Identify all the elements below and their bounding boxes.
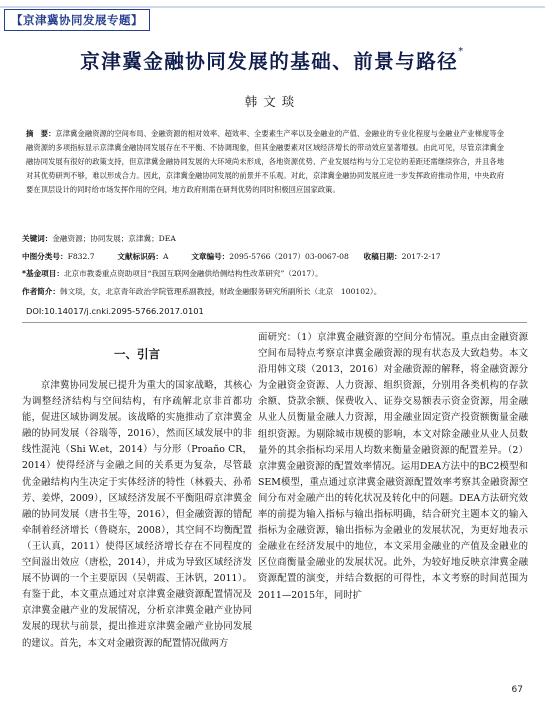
page-number: 67 — [511, 685, 523, 695]
abstract — [26, 127, 504, 197]
title-text: 京津冀金融协同发展的基础、前景与路径 — [80, 50, 459, 73]
doi: DOI:10.14017/j.cnki.2095-5766.2017.0101 — [26, 306, 204, 316]
author-info-value: 韩文琰，女，北京青年政治学院管理系副教授，财政金融服务研究所副所长（北京 100102）。 — [59, 287, 382, 296]
author-info-line — [22, 286, 381, 297]
body-paragraph: 京津冀协同发展已提升为重大的国家战略，其核心为调整经济结构与空间结构，有序疏解北京非首都功能，促进区域协调发展。该战略的实施推动了京津冀金融的协同发展（谷瑞等，2016），然而区域发展中的非线性混沌（Shi W.et，2014）与分形（Proaño CR，2014）使得经济与金融之间的关系更为复杂，尽管最优金融结构内生决定于实体经济的特性（林毅夫、孙希芳、姜烨，2009），区域经济发展不平衡阻碍京津冀金融的协同发展（唐书生等，2016），但金融资源的错配牵制着经济增长（鲁晓东，2008），其空间不均衡配置（王认真，2011）使得区域经济增长存在不同程度的空间溢出效应（唐松，2014），并成为导致区域经济发展不协调的一个主要原因（吴朝霞、王沐钒，2011）。有鉴于此，本文重点通过对京津冀金融资源配置情况及京津冀金融产业的发展情况，分析京津冀金融产业协同发展的现状与前景，提出推进京津冀金融产业协同发展的建议。首先，本文对金融资源的配置情况做两方 — [22, 380, 252, 649]
keywords-label: 关键词： — [22, 234, 53, 243]
fund-value: 北京市教委重点资助项目“我国互联网金融供给侧结构性改革研究”（2017）。 — [63, 269, 323, 278]
abstract-label: 摘 要： — [26, 129, 56, 138]
classification-line — [22, 251, 441, 262]
author-info-label: 作者简介： — [22, 287, 60, 296]
author-name: 韩文琰 — [244, 94, 301, 109]
received-date-value: 2017-2-17 — [401, 252, 441, 261]
title-footnote-mark: * — [458, 46, 465, 57]
fund-line — [22, 268, 323, 279]
classification-label: 中图分类号： — [22, 252, 68, 261]
left-column — [22, 378, 252, 652]
doc-code-label: 文献标识码： — [117, 252, 163, 261]
fund-label: *基金项目： — [22, 269, 64, 278]
doc-code-value: A — [162, 252, 169, 261]
classification-value: F832.7 — [67, 252, 95, 261]
section-heading: 一、引言 — [114, 347, 160, 361]
article-number-value: 2095-5766（2017）03-0067-08 — [229, 252, 349, 261]
keywords-line — [22, 233, 176, 244]
body-paragraph: 面研究：（1）京津冀金融资源的空间分布情况。重点由金融资源空间布局特点考察京津冀金融资源的现有状态及大致趋势。本文沿用韩文琰（2013，2016）对金融资源的解释，将金融资源分为金融资金资源、人力资源、组织资源，分别用各类机构的存款余额、贷款余额、保费收入、证券交易额表示资金资源，用金融从业人员衡量金融人力资源，用金融业固定资产投资额衡量金融组织资源。为剔除城市规模的影响，本文对除金融业从业人员数量外的其余指标均采用人均数来衡量金融资源的配置差异。（2）京津冀金融资源的配置效率情况。运用DEA方法中的BC2模型和SEM模型，重点通过京津冀金融资源配置效率考察其金融资源空间分布对金融产出的转化状况及转化中的问题。DEA方法研究效率的前提为输入指标与输出指标明确，结合研究主题本文的输入指标为金融资源，输出指标为金融业的发展状况，为更好地表示金融业在经济发展中的地位，本文采用金融业的产值及金融业的区位商衡量金融业的发展状况。此外，为较好地反映京津冀金融资源配置的演变，并结合数据的可得性，本文考察的时间范围为2011—2015年，同时扩 — [258, 332, 528, 601]
abstract-text: 京津冀金融资源的空间布局、金融资源的相对效率、超效率、全要素生产率以及金融业的产值、金融业的专业化程度与金融业产业梯度等金融资源的多项指标显示京津冀金融协同发展存在不平衡、不协调现象，但其金融要素对区域经济增长的带动效应显著增强。由此可见，尽管京津冀金融协同发展有很好的政策支持，但京津冀金融协同发展的大环境尚未形成，各地资源优势、产业发展结构与分工定位的差距还需继续弥合，并且各地对其优势研判不够，难以形成合力。因此，京津冀金融协同发展的前景并不乐观。对此，京津冀金融协同发展应进一步发挥政府推动作用，中央政府要在顶层设计的同时给市场发挥作用的空间，地方政府则需在研判优势的同时积极回应国家政策。 — [26, 129, 504, 194]
article-title — [0, 46, 545, 74]
keywords-value: 金融资源；协同发展；京津冀；DEA — [52, 234, 176, 243]
article-number-label: 文章编号： — [191, 252, 230, 261]
top-rule — [0, 6, 545, 8]
column-tag: 【京津冀协同发展专题】 — [4, 9, 150, 31]
received-date-label: 收稿日期： — [363, 252, 402, 261]
right-column — [258, 330, 528, 604]
divider — [22, 322, 527, 323]
